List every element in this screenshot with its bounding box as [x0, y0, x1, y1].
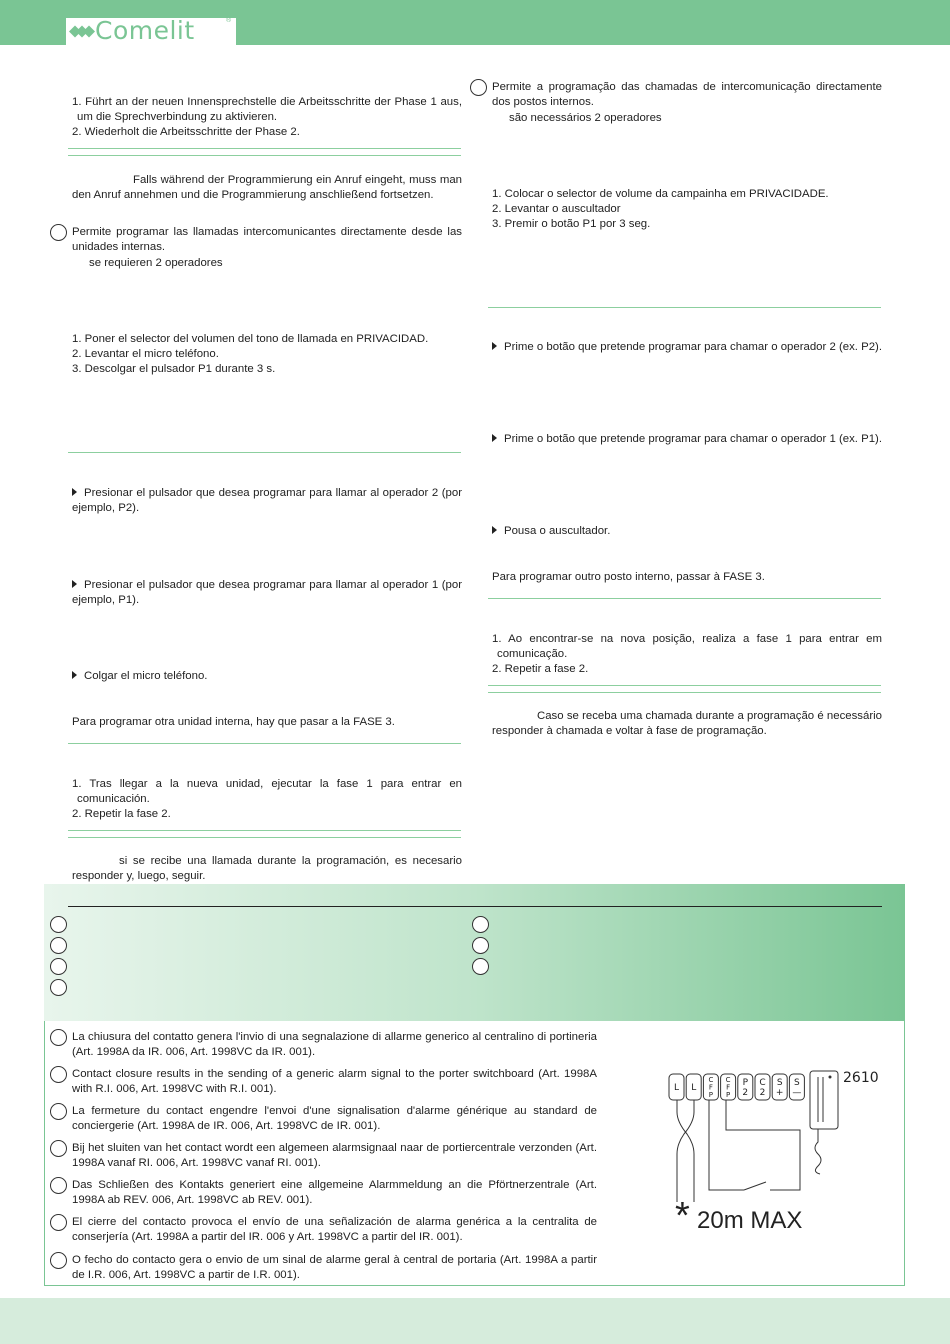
- pt-next-phase: Para programar outro posto interno, passar à FASE 3.: [492, 571, 765, 583]
- header-bar: [0, 0, 950, 45]
- list-item: 3. Premir o botão P1 por 3 seg.: [492, 218, 651, 230]
- list-item: 3. Descolgar el pulsador P1 durante 3 s.: [72, 363, 276, 375]
- terminal-block: [669, 1074, 804, 1100]
- terminal-label: L: [691, 1083, 697, 1093]
- intercom-body-icon: [810, 1071, 838, 1129]
- arrow-right-icon: [492, 434, 497, 442]
- lang-circle: [50, 937, 67, 954]
- lang-circle: [50, 1103, 67, 1120]
- brand-logo: [66, 18, 236, 45]
- terminal-label: S: [776, 1078, 783, 1088]
- terminal-label: 2: [742, 1088, 749, 1098]
- terminal-label: P: [725, 1091, 731, 1099]
- divider-line: [68, 743, 461, 744]
- lang-circle: [472, 916, 489, 933]
- terminal-label: +: [775, 1088, 784, 1098]
- es-steps-2-list: [72, 777, 462, 822]
- section-divider: [68, 830, 461, 838]
- pt-note: Caso se receba uma chamada durante a programação é necessário responder à chamada e voltar à fase de programação.: [492, 710, 882, 737]
- pt-operators: são necessários 2 operadores: [509, 112, 662, 124]
- es-note: si se recibe una llamada durante la programación, es necesario responder y, luego, seguir.: [72, 855, 462, 882]
- de-note: Falls während der Programmierung ein Anruf eingeht, muss man den Anruf annehmen und die Programmierung anschließend fortsetzen.: [72, 174, 462, 201]
- wire-l1: [677, 1100, 694, 1202]
- lang-circle: [50, 1029, 67, 1046]
- es-action-3: Colgar el micro teléfono.: [72, 669, 462, 684]
- arrow-right-icon: [492, 342, 497, 350]
- alarm-note-fr: La fermeture du contact engendre l'envoi d'une signalisation d'alarme générique au standard de conciergerie (Art. 1998A de IR. 006, Art. 1998VC de IR. 001).: [72, 1105, 597, 1132]
- alarm-note-nl: Bij het sluiten van het contact wordt een algemeen alarmsignaal naar de portiercentrale verzonden (Art. 1998A vanaf RI. 006, Art. 1998VC vanaf RI. 001).: [72, 1142, 597, 1169]
- alarm-note-es: El cierre del contacto provoca el envío de una señalización de alarma genérica a la centralita de conserjería (Art. 1998A a partir del IR. 006 y Art. 1998VC a partir del IR. 001).: [72, 1216, 597, 1243]
- es-next-phase: Para programar otra unidad interna, hay que pasar a la FASE 3.: [72, 716, 395, 728]
- pt-steps-2-list: [492, 632, 882, 677]
- pt-flag-circle: [470, 79, 487, 96]
- es-action-1: Presionar el pulsador que desea programar para llamar al operador 2 (por ejemplo, P2).: [72, 487, 462, 514]
- pt-action-3: Pousa o auscultador.: [492, 524, 882, 539]
- list-item: 2. Wiederholt die Arbeitsschritte der Phase 2.: [72, 126, 300, 138]
- terminal-label: S: [794, 1078, 800, 1088]
- terminal-label: F: [708, 1083, 713, 1092]
- asterisk-mark: *: [675, 1195, 690, 1237]
- lang-circle: [50, 1066, 67, 1083]
- es-operators: se requieren 2 operadores: [89, 257, 223, 269]
- de-steps-list: [72, 95, 462, 140]
- terminal-label: 2: [759, 1088, 766, 1098]
- handset-cord-icon: [815, 1129, 821, 1174]
- list-item: 2. Repetir a fase 2.: [492, 663, 589, 675]
- band-rule: [68, 906, 882, 907]
- list-item: 2. Levantar o auscultador: [492, 203, 621, 215]
- comelit-logo-icon: [69, 22, 95, 41]
- lang-circle: [50, 1140, 67, 1157]
- terminal-label: P: [742, 1078, 749, 1088]
- lang-circle: [472, 937, 489, 954]
- es-action-2: Presionar el pulsador que desea programar para llamar al operador 1 (por ejemplo, P1).: [72, 579, 462, 606]
- lang-circle: [50, 1177, 67, 1194]
- list-item: 1. Colocar o selector de volume da campainha em PRIVACIDADE.: [492, 188, 829, 200]
- list-item: 1. Poner el selector del volumen del tono de llamada en PRIVACIDAD.: [72, 333, 429, 345]
- logo-text: Comelit: [95, 16, 195, 45]
- alarm-note-de: Das Schließen des Kontakts generiert eine allgemeine Alarmmeldung an die Pförtnerzentrale (Art. 1998A ab REV. 006, Art. 1998VC ab REV. 001).: [72, 1179, 597, 1206]
- terminal-label: —: [792, 1088, 802, 1098]
- lang-circle: [50, 958, 67, 975]
- lang-circle: [50, 1252, 67, 1269]
- pt-intro: Permite a programação das chamadas de intercomunicação directamente dos postos internos.: [492, 81, 882, 108]
- logo-registered-mark: ®: [226, 17, 232, 24]
- lang-circle: [50, 916, 67, 933]
- pt-action-2: Prime o botão que pretende programar para chamar o operador 1 (ex. P1).: [492, 432, 882, 447]
- alarm-switch: [744, 1182, 766, 1190]
- lang-circle: [472, 958, 489, 975]
- terminal-label: C: [708, 1076, 714, 1084]
- arrow-right-icon: [72, 580, 77, 588]
- es-steps-list: [72, 332, 462, 377]
- list-item: 2. Repetir la fase 2.: [72, 808, 171, 820]
- es-intro: Permite programar las llamadas intercomunicantes directamente desde las unidades internas.: [72, 226, 462, 253]
- section-divider: [68, 148, 461, 156]
- pt-action-1: Prime o botão que pretende programar para chamar o operador 2 (ex. P2).: [492, 340, 882, 355]
- arrow-right-icon: [72, 488, 77, 496]
- section-band: [44, 884, 905, 1021]
- terminal-label: P: [708, 1091, 714, 1099]
- wire-l2: [677, 1100, 694, 1202]
- terminal-label: F: [726, 1083, 731, 1092]
- model-label: 2610: [843, 1070, 879, 1086]
- divider-line: [488, 307, 881, 308]
- list-item: 2. Levantar el micro teléfono.: [72, 348, 219, 360]
- terminal-label: L: [673, 1083, 680, 1093]
- divider-line: [68, 452, 461, 453]
- arrow-right-icon: [492, 526, 497, 534]
- alarm-note-en: Contact closure results in the sending of a generic alarm signal to the porter switchboard (Art. 1998A with R.I. 006, Art. 1998VC with R.I. 001).: [72, 1068, 597, 1095]
- list-item: 1. Tras llegar a la nueva unidad, ejecutar la fase 1 para entrar en comunicación.: [72, 778, 462, 805]
- lang-circle: [50, 979, 67, 996]
- divider-line: [488, 598, 881, 599]
- pt-steps-list: [492, 187, 882, 232]
- max-length-label: 20m MAX: [697, 1207, 803, 1234]
- terminal-label: C: [759, 1078, 766, 1088]
- alarm-note-pt: O fecho do contacto gera o envio de um sinal de alarme geral à central de portaria (Art. 1998A a partir de I.R. 006, Art. 1998VC a partir de I.R. 001).: [72, 1254, 597, 1281]
- section-divider: [488, 685, 881, 693]
- arrow-right-icon: [72, 671, 77, 679]
- footer-band: [0, 1298, 950, 1344]
- alarm-note-it: La chiusura del contatto genera l'invio di una segnalazione di allarme generico al centralino di portineria (Art. 1998A da IR. 006, Art. 1998VC da IR. 001).: [72, 1031, 597, 1058]
- lang-circle: [50, 1214, 67, 1231]
- list-item: 1. Führt an der neuen Innensprechstelle die Arbeitsschritte der Phase 1 aus, um die Sprechverbindung zu aktivieren.: [72, 96, 462, 123]
- wire-cfp2: [726, 1100, 800, 1190]
- es-flag-circle: [50, 224, 67, 241]
- terminal-label: C: [725, 1076, 731, 1084]
- list-item: 1. Ao encontrar-se na nova posição, realiza a fase 1 para entrar em comunicação.: [492, 633, 882, 660]
